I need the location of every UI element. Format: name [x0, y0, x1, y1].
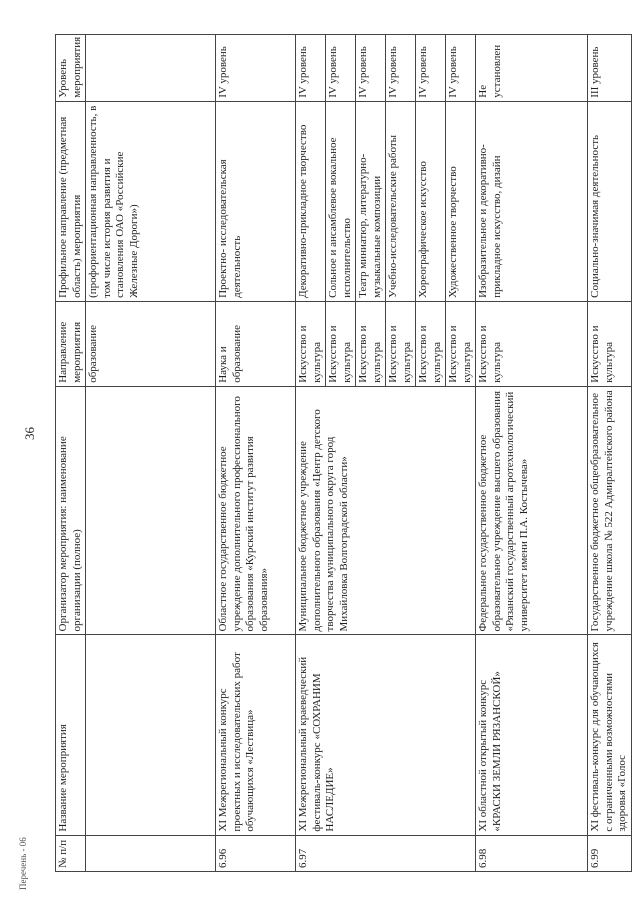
cell-profile: Изобразительное и декоративно-прикладное искусство, дизайн	[476, 101, 588, 301]
cell-level: IV уровень	[296, 35, 326, 102]
cell-direction: Искусство и культура	[386, 301, 416, 386]
cell-level: III уровень	[588, 35, 632, 102]
header-row	[56, 35, 86, 872]
cell-profile: Проектно- исследовательская деятельность	[216, 101, 296, 301]
cell-name: XI областной открытый конкурс «КРАСКИ ЗЕМЛИ РЯЗАНСКОЙ»	[476, 635, 588, 835]
header-num: № п/п	[56, 835, 86, 871]
cell-direction: Искусство и культура	[326, 301, 356, 386]
cell-profile: Театр миниатюр, литературно-музыкальные композиции	[356, 101, 386, 301]
cell-org: Государственное бюджетное общеобразовательное учреждение школа № 522 Адмиралтейского района	[588, 386, 632, 635]
cell-org: Федеральное государственное бюджетное образовательное учреждение высшего образования «Рязанский государственный агротехнологический университет имени П.А. Костычева»	[476, 386, 588, 635]
page-number: 36	[22, 427, 37, 440]
cell-level: IV уровень	[386, 35, 416, 102]
cell-profile: Социально-значимая деятельность	[588, 101, 632, 301]
cell-level: IV уровень	[356, 35, 386, 102]
cell-level: Не установлен	[476, 35, 588, 102]
cell-profile: (профориентационная направленность, в том числе история развития и становления ОАО «Российские Железные Дороги»)	[86, 101, 216, 301]
cell-level: IV уровень	[416, 35, 446, 102]
cell-direction: Искусство и культура	[356, 301, 386, 386]
header-profile: Профильное направление (предметная область) мероприятия	[56, 101, 86, 301]
table-row	[86, 35, 216, 872]
cell-num: 6.98	[476, 835, 588, 871]
cell-direction: Искусство и культура	[476, 301, 588, 386]
header-name: Название мероприятия	[56, 635, 86, 835]
cell-direction: Наука и образование	[216, 301, 296, 386]
events-table	[55, 34, 632, 872]
header-org: Организатор мероприятия: наименование организации (полное)	[56, 386, 86, 635]
cell-direction: Искусство и культура	[416, 301, 446, 386]
cell-profile: Сольное и ансамблевое вокальное исполнительство	[326, 101, 356, 301]
cell-direction: образование	[86, 301, 216, 386]
header-direction: Направление мероприятия	[56, 301, 86, 386]
cell-profile: Учебно-исследовательские работы	[386, 101, 416, 301]
cell-org: Областное государственное бюджетное учреждение дополнительного профессионального образования «Курский институт развития образования»	[216, 386, 296, 635]
cell-name: XI Межрегиональный краеведческий фестиваль-конкурс «СОХРАНИМ НАСЛЕДИЕ»	[296, 635, 476, 835]
cell-profile: Декоративно-прикладное творчество	[296, 101, 326, 301]
cell-name: XI Межрегиональный конкурс проектных и исследовательских работ обучающихся «Лествица»	[216, 635, 296, 835]
cell-level: IV уровень	[446, 35, 476, 102]
table-row	[296, 35, 326, 872]
cell-profile: Хореографическое искусство	[416, 101, 446, 301]
cell-direction: Искусство и культура	[446, 301, 476, 386]
cell-direction: Искусство и культура	[296, 301, 326, 386]
cell-name: XI фестиваль-конкурс для обучающихся с ограниченными возможностями здоровья «Голос	[588, 635, 632, 835]
table-row	[476, 35, 588, 872]
cell-level: IV уровень	[216, 35, 296, 102]
cell-org: Муниципальное бюджетное учреждение дополнительного образования «Центр детского творчества муниципального округа город Михайловка Волгоградской области»	[296, 386, 476, 635]
cell-level: IV уровень	[326, 35, 356, 102]
cell-direction: Искусство и культура	[588, 301, 632, 386]
cell-num: 6.97	[296, 835, 476, 871]
footer-mark: Перечень - 06	[18, 837, 28, 890]
header-level: Уровень мероприятия	[56, 35, 86, 102]
table-row	[588, 35, 632, 872]
cell-num: 6.99	[588, 835, 632, 871]
cell-profile: Художественное творчество	[446, 101, 476, 301]
rotated-table-container	[55, 34, 640, 872]
cell-num: 6.96	[216, 835, 296, 871]
table-row	[216, 35, 296, 872]
